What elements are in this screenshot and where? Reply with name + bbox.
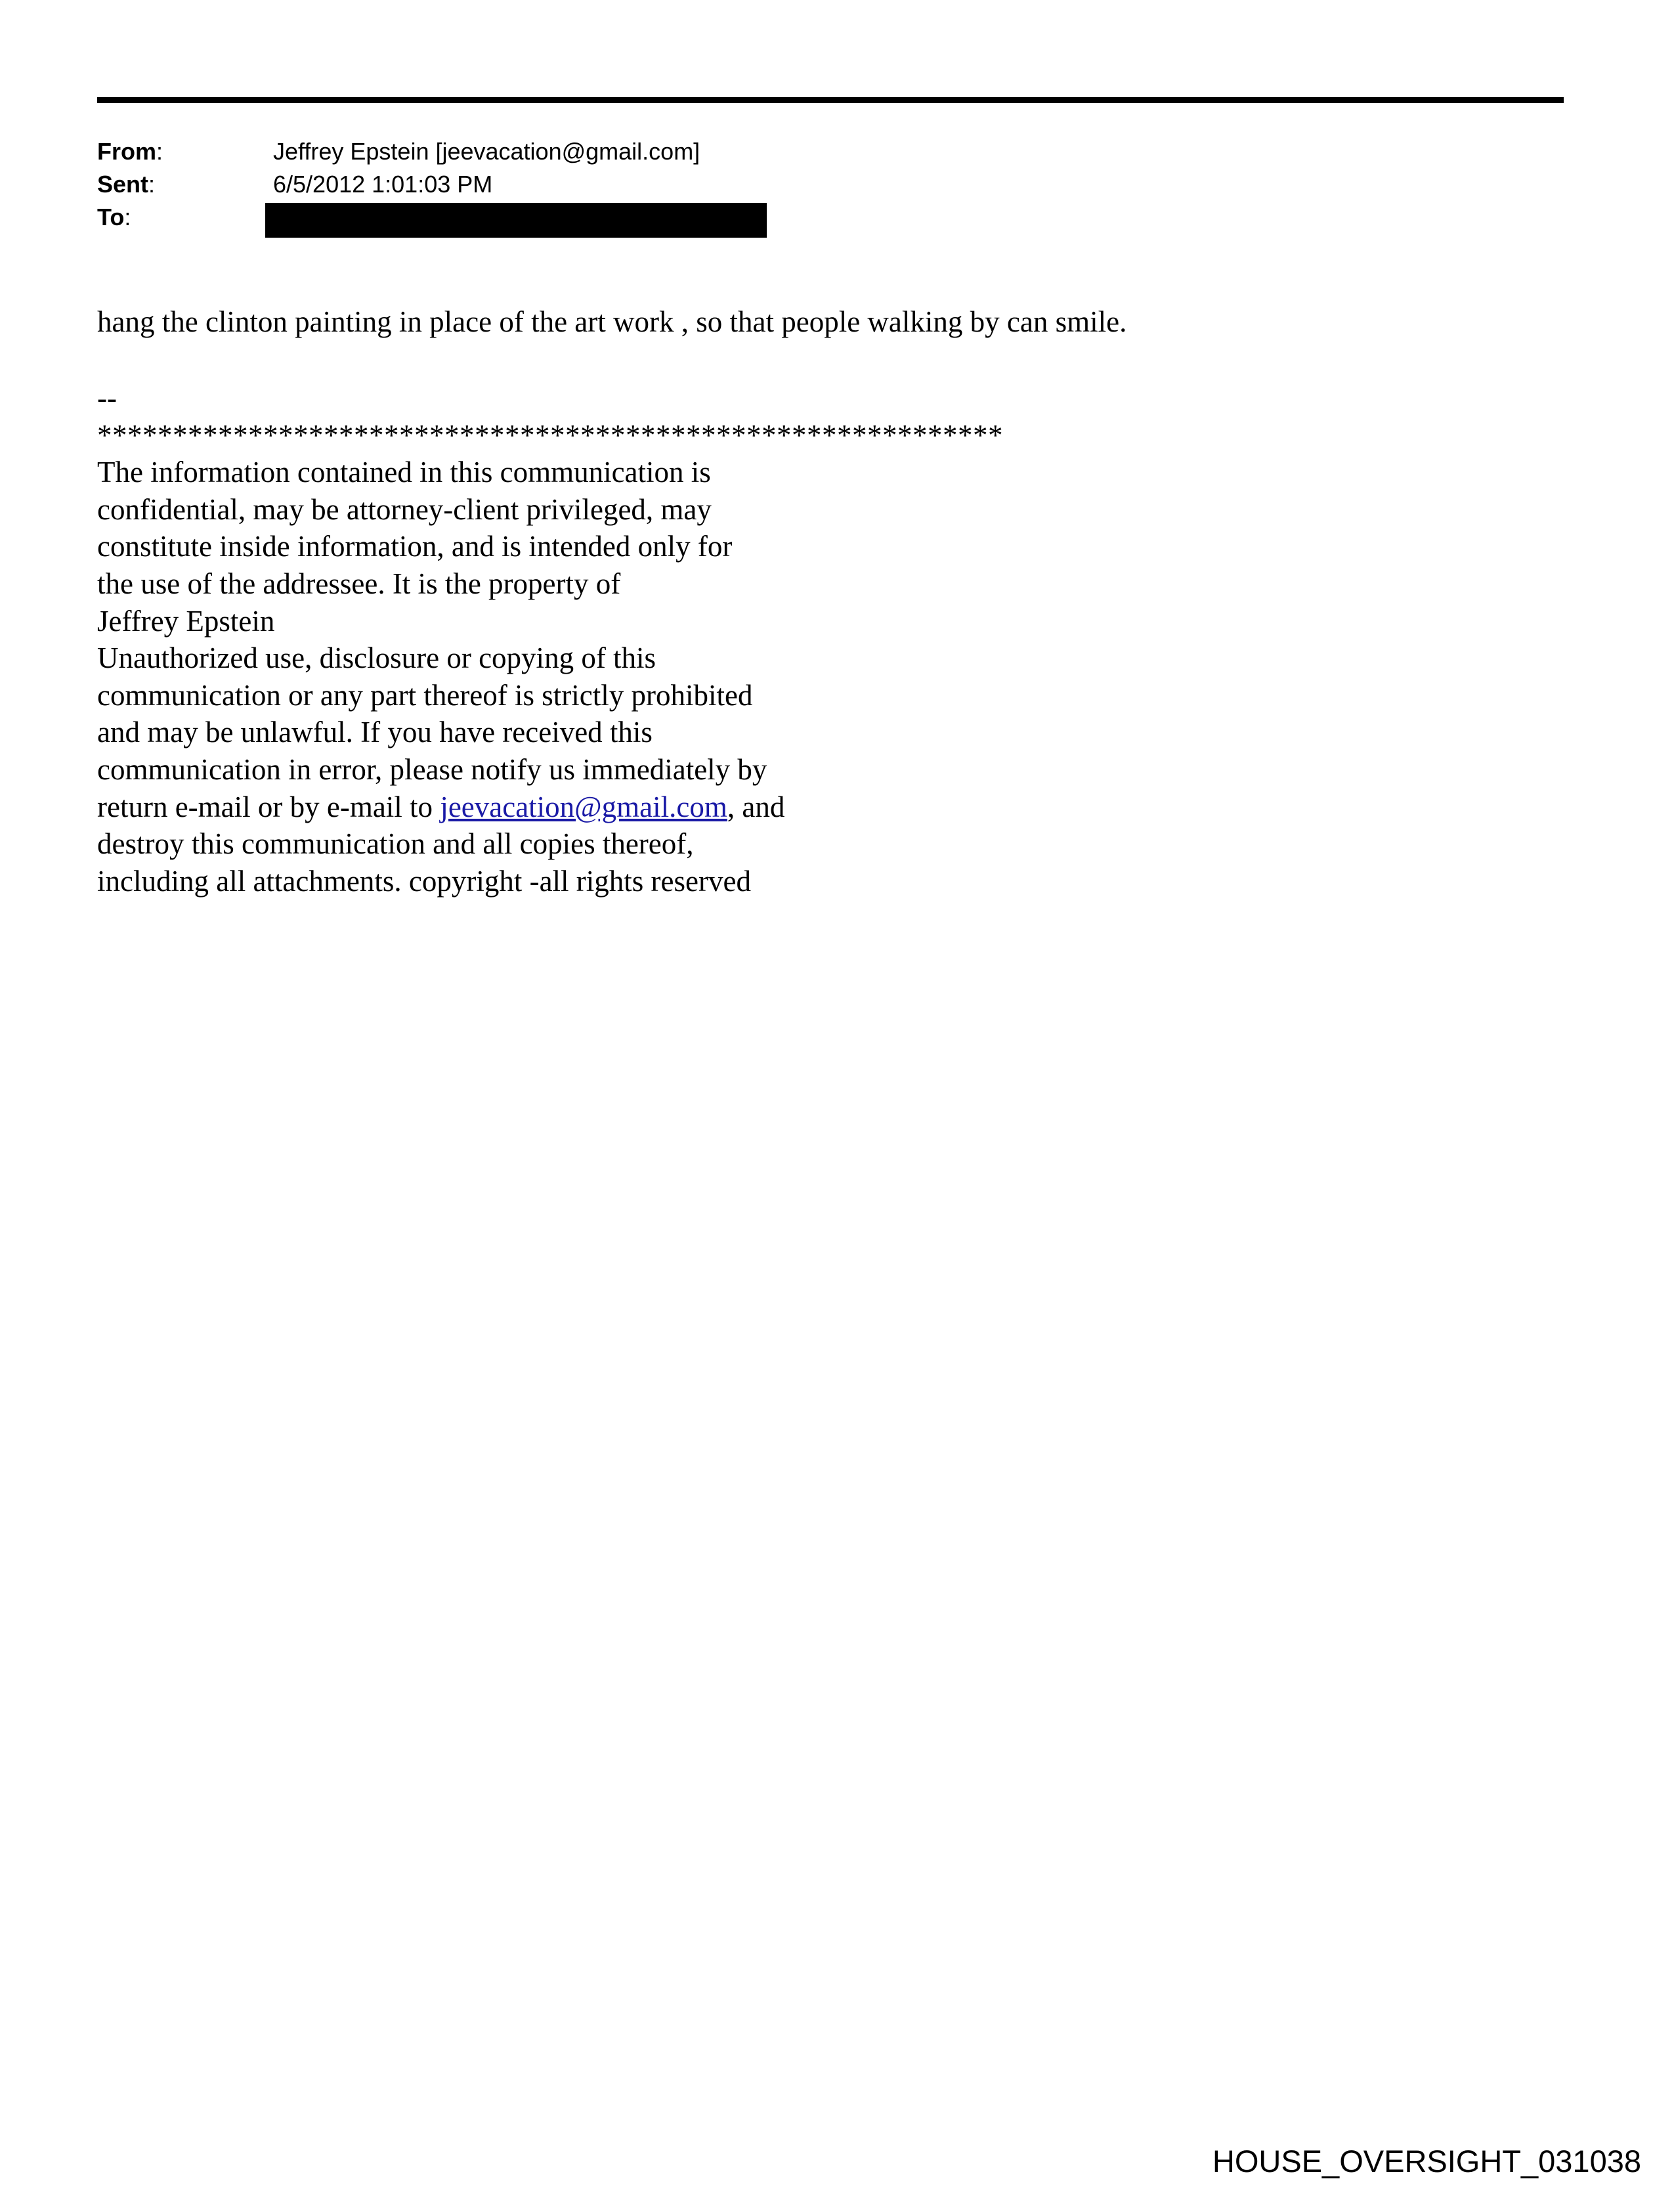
disclaimer-line: including all attachments. copyright -all rights reserved [97, 864, 751, 898]
disclaimer-line: destroy this communication and all copies thereof, [97, 827, 694, 861]
to-label: To: [97, 204, 131, 230]
from-label: From: [97, 138, 163, 165]
disclaimer-line: The information contained in this communication is [97, 456, 711, 489]
disclaimer-line: constitute inside information, and is intended only for [97, 530, 733, 563]
disclaimer-text: return e-mail or by e-mail to [97, 790, 440, 823]
disclaimer-line: communication or any part thereof is strictly prohibited [97, 678, 753, 712]
email-link[interactable]: jeevacation@gmail.com [440, 790, 727, 823]
disclaimer-line: and may be unlawful. If you have received this [97, 716, 653, 749]
signature-separator: -- [97, 381, 117, 414]
disclaimer-line-with-link [97, 789, 1003, 826]
sent-value: 6/5/2012 1:01:03 PM [273, 171, 493, 198]
email-signature [97, 380, 1003, 900]
email-body: hang the clinton painting in place of the art work , so that people walking by can smile. [97, 305, 1127, 338]
disclaimer-line: Jeffrey Epstein [97, 604, 275, 638]
disclaimer-line: communication in error, please notify us immediately by [97, 752, 767, 786]
disclaimer-text: , and [727, 790, 785, 823]
disclaimer-line: Unauthorized use, disclosure or copying of this [97, 641, 656, 675]
signature-stars: ************************************************************ [97, 418, 1003, 452]
disclaimer-line: confidential, may be attorney-client privileged, may [97, 492, 712, 526]
sent-label: Sent: [97, 171, 156, 198]
header-divider [97, 97, 1564, 103]
disclaimer-line: the use of the addressee. It is the property of [97, 567, 621, 600]
bates-number: HOUSE_OVERSIGHT_031038 [1212, 2144, 1641, 2179]
from-value: Jeffrey Epstein [jeevacation@gmail.com] [273, 138, 700, 165]
redaction-block [265, 203, 767, 238]
